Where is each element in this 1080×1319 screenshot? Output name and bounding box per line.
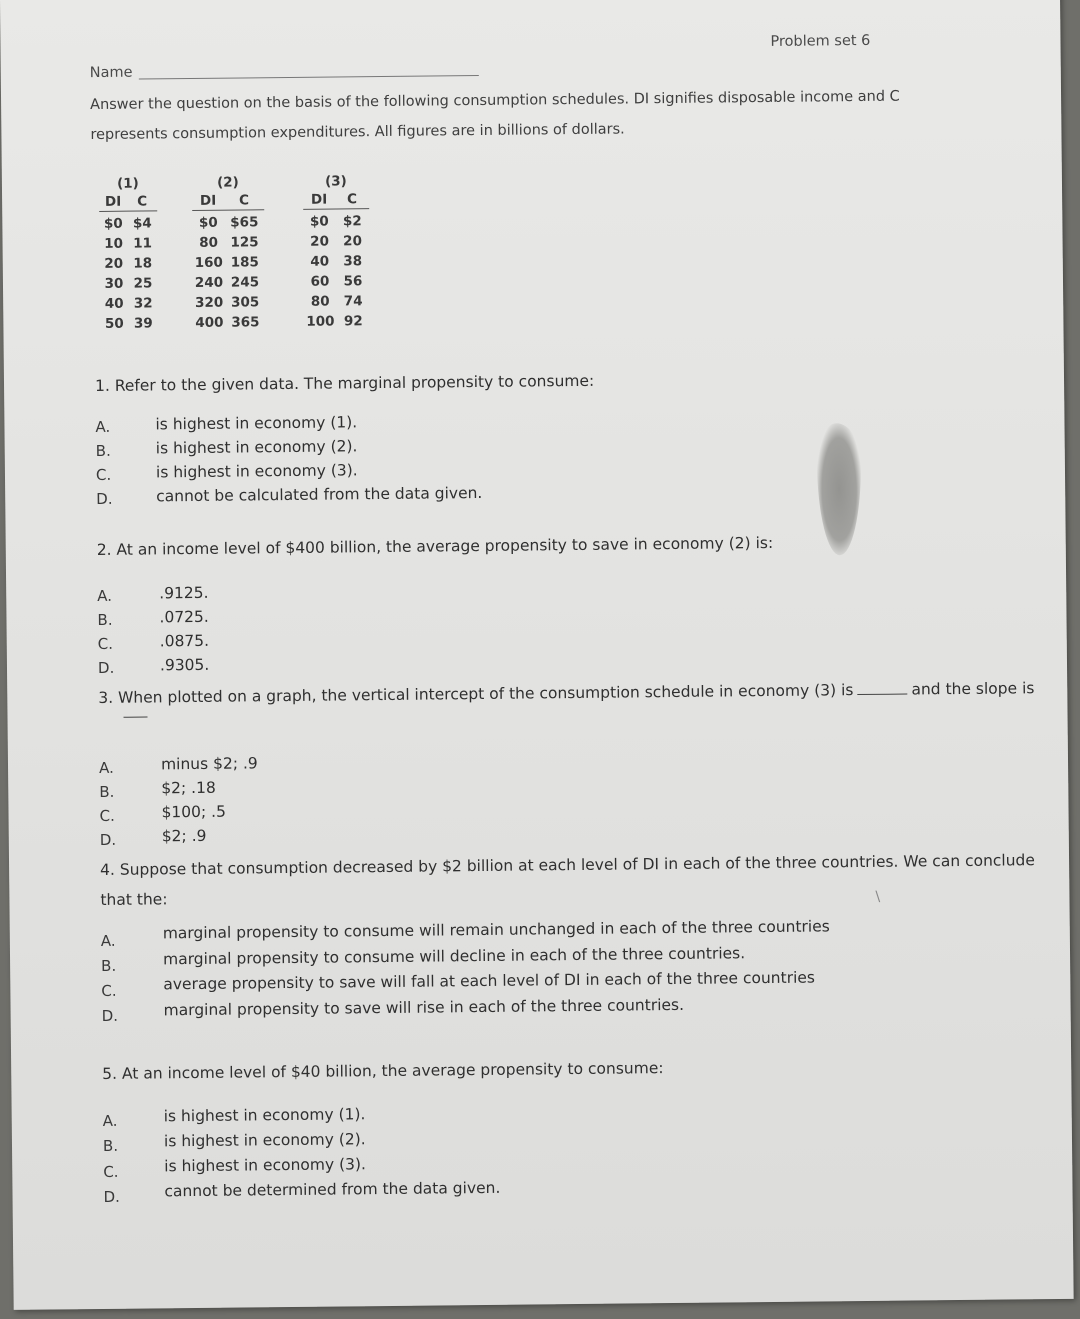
table-col-header: C	[239, 192, 250, 209]
option-text: cannot be calculated from the data given.	[156, 483, 483, 506]
answer-blank	[124, 716, 148, 717]
name-line	[139, 75, 479, 80]
table-cell: 74	[343, 293, 363, 310]
table-number: (2)	[216, 174, 239, 191]
table-cell: 32	[133, 295, 153, 312]
table-cell: 160	[194, 254, 223, 271]
option-letter: A.	[102, 1111, 118, 1130]
option-text: is highest in economy (1).	[163, 1105, 366, 1126]
table-col-header: C	[137, 193, 148, 210]
option-text: .0875.	[159, 631, 210, 651]
option-letter: C.	[95, 465, 112, 485]
option-letter: C.	[103, 1162, 119, 1181]
option-text: cannot be determined from the data given.	[164, 1178, 501, 1201]
option-text: .0725.	[159, 607, 209, 627]
question-3-text-after: and the slope is	[911, 679, 1035, 699]
option-letter: B.	[95, 441, 111, 461]
table-cell: 245	[230, 274, 260, 291]
table-cell: 20	[310, 233, 330, 250]
option-letter: B.	[101, 956, 117, 975]
table-row	[100, 293, 158, 314]
table-cell: $65	[230, 214, 259, 231]
table-cell: 125	[230, 234, 259, 251]
table-cell: 60	[310, 273, 330, 290]
option-letter: D.	[97, 658, 115, 678]
table-row	[304, 291, 370, 312]
intro-line-2: represents consumption expenditures. All figures are in billions of dollars.	[90, 121, 625, 144]
question-3	[98, 679, 1034, 707]
schedule-table-3	[303, 173, 371, 332]
option-letter: B.	[102, 1136, 119, 1155]
table-row	[193, 252, 265, 273]
table-cell: 50	[104, 315, 124, 332]
option-text: marginal propensity to consume will decline in each of the three countries.	[162, 944, 746, 969]
option-letter: A.	[97, 586, 113, 606]
table-col-header: DI	[104, 193, 122, 210]
option-text: is highest in economy (1).	[155, 413, 358, 434]
schedule-table-2	[192, 174, 266, 333]
option-text: $2; .18	[161, 778, 216, 798]
table-cell: 38	[343, 253, 363, 270]
table-cell: 320	[195, 294, 224, 311]
table-cell: $0	[198, 214, 218, 231]
answer-blank	[857, 682, 907, 696]
option-text: is highest in economy (2).	[163, 1130, 366, 1151]
table-row	[304, 271, 370, 292]
question-5: 5. At an income level of $40 billion, the average propensity to consume:	[102, 1059, 664, 1083]
option-text: is highest in economy (2).	[155, 437, 358, 458]
table-cell: 30	[104, 275, 124, 292]
table-cell: 305	[231, 294, 260, 311]
question-4-line-2: that the:	[100, 890, 168, 909]
table-row	[304, 311, 370, 332]
pencil-mark: \	[875, 888, 881, 905]
table-row	[303, 231, 369, 252]
table-row	[99, 233, 157, 254]
table-row	[193, 272, 265, 293]
table-cell: 56	[343, 273, 363, 290]
option-text: .9125.	[159, 583, 209, 603]
table-row	[192, 232, 264, 253]
table-cell: 11	[133, 235, 153, 252]
option-text: is highest in economy (3).	[155, 461, 358, 482]
schedule-table-1	[99, 175, 159, 334]
table-cell: 80	[310, 293, 330, 310]
option-text: marginal propensity to consume will remain unchanged in each of the three countries	[162, 917, 830, 943]
table-cell: $0	[103, 215, 123, 232]
name-label: Name	[89, 64, 133, 82]
table-row	[192, 212, 264, 233]
option-text: minus $2; .9	[160, 754, 258, 774]
option-text: $100; .5	[161, 802, 226, 822]
table-cell: 80	[199, 234, 219, 251]
option-text: is highest in economy (3).	[164, 1155, 367, 1176]
option-letter: C.	[99, 806, 115, 826]
table-cell: $2	[342, 213, 362, 230]
option-letter: D.	[99, 830, 117, 850]
table-cell: 20	[343, 233, 363, 250]
option-letter: A.	[100, 931, 116, 950]
question-4: 4. Suppose that consumption decreased by $2 billion at each level of DI in each of the three countries. We can conclude	[100, 851, 1035, 879]
table-col-header: C	[347, 191, 358, 208]
problem-set-title: Problem set 6	[770, 32, 871, 50]
option-letter: B.	[99, 782, 115, 802]
table-cell: 100	[306, 313, 335, 330]
option-letter: C.	[97, 634, 114, 654]
table-row	[100, 313, 158, 334]
option-letter: C.	[101, 981, 117, 1000]
option-letter: D.	[96, 489, 113, 509]
table-row	[100, 253, 158, 274]
option-text: $2; .9	[161, 826, 207, 846]
option-letter: A.	[98, 758, 114, 778]
table-number: (3)	[324, 173, 347, 190]
table-cell: 365	[231, 314, 260, 331]
table-cell: 40	[310, 253, 330, 270]
option-text: average propensity to save will fall at each level of DI in each of the three countries	[163, 968, 816, 994]
table-cell: 240	[194, 274, 224, 291]
intro-line-1: Answer the question on the basis of the following consumption schedules. DI signifies disposable income and C	[90, 88, 900, 114]
table-cell: $0	[309, 213, 329, 230]
table-row	[100, 273, 158, 294]
option-letter: D.	[103, 1187, 120, 1206]
table-cell: 40	[104, 295, 124, 312]
table-cell: 25	[133, 275, 153, 292]
option-letter: B.	[97, 610, 113, 630]
question-1: 1. Refer to the given data. The marginal propensity to consume:	[94, 371, 595, 396]
table-row	[303, 211, 369, 232]
table-row	[193, 292, 265, 313]
table-row	[193, 312, 265, 333]
table-cell: 92	[343, 313, 363, 330]
table-cell: 18	[133, 255, 153, 272]
smudge-mark	[816, 423, 861, 555]
table-cell: $4	[132, 215, 152, 232]
option-text: marginal propensity to save will rise in each of the three countries.	[163, 995, 685, 1020]
table-row	[99, 213, 157, 234]
question-3-text: 3. When plotted on a graph, the vertical intercept of the consumption schedule in economy (3) is	[98, 681, 854, 708]
table-cell: 20	[104, 255, 124, 272]
table-col-header: DI	[199, 192, 217, 209]
table-number: (1)	[116, 175, 139, 192]
table-cell: 185	[230, 254, 259, 271]
table-cell: 400	[195, 314, 224, 331]
table-col-header: DI	[310, 191, 328, 208]
table-cell: 39	[133, 315, 153, 332]
question-2: 2. At an income level of $400 billion, the average propensity to save in economy (2) is:	[96, 533, 774, 560]
option-letter: D.	[101, 1006, 119, 1025]
table-cell: 10	[104, 235, 124, 252]
option-letter: A.	[95, 417, 111, 437]
table-row	[304, 251, 370, 272]
option-text: .9305.	[159, 655, 210, 675]
